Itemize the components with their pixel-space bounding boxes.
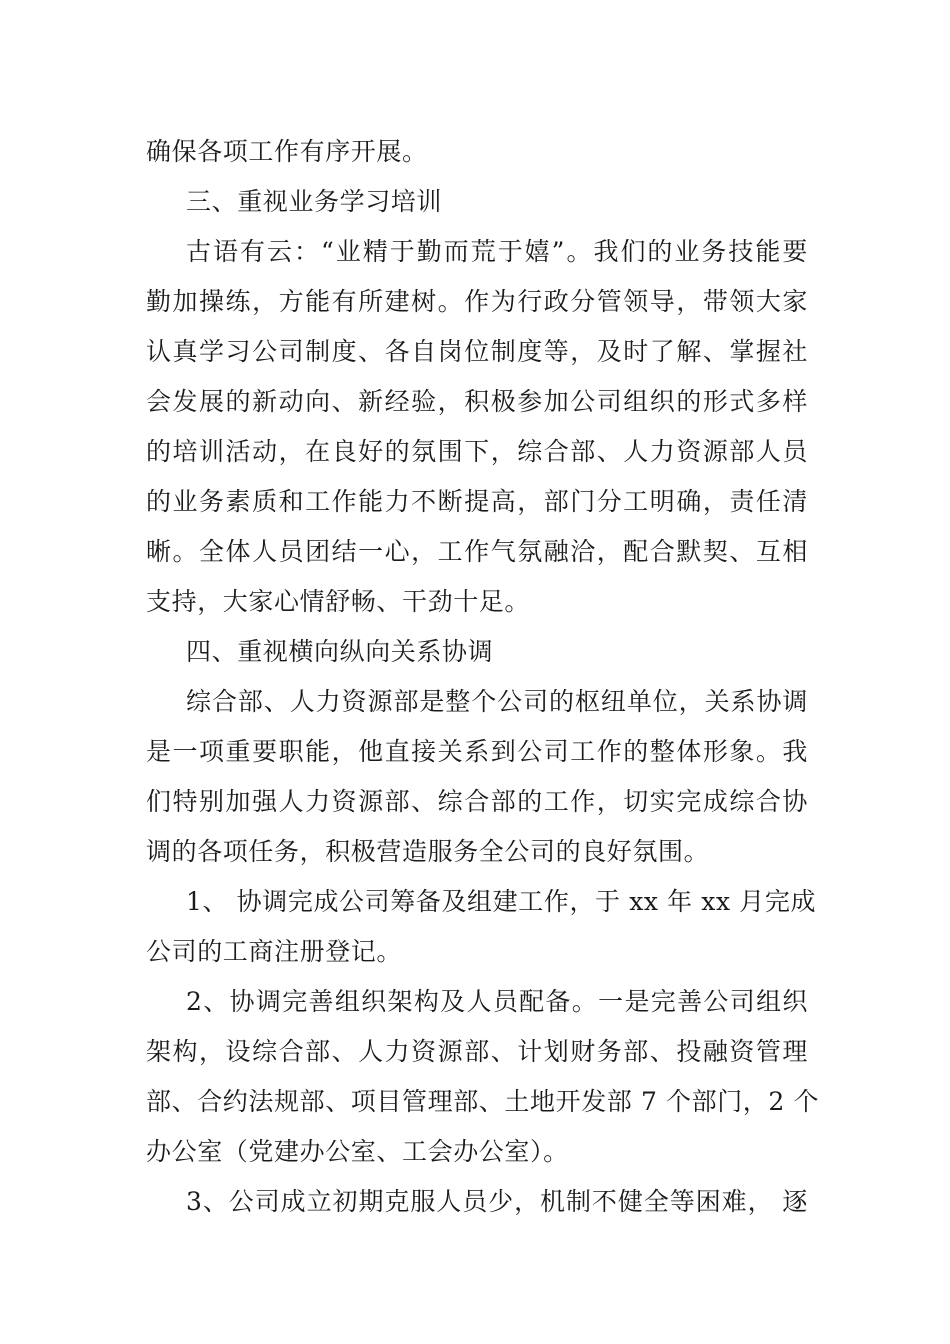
list-item-line: 公司的工商注册登记。	[146, 937, 403, 966]
section-heading: 四、重视横向纵向关系协调	[186, 637, 494, 666]
paragraph-line: 古语有云：“业精于勤而荒于嬉”。我们的业务技能要	[186, 237, 808, 266]
list-item-line: 架构，设综合部、人力资源部、计划财务部、投融资管理	[146, 1037, 808, 1066]
paragraph-line: 们特别加强人力资源部、综合部的工作，切实完成综合协	[146, 787, 808, 816]
section-heading: 三、重视业务学习培训	[186, 187, 443, 216]
paragraph-line: 会发展的新动向、新经验，积极参加公司组织的形式多样	[146, 387, 808, 416]
list-item-line: 2、协调完善组织架构及人员配备。一是完善公司组织	[186, 987, 808, 1016]
paragraph-line: 认真学习公司制度、各自岗位制度等，及时了解、掌握社	[146, 337, 808, 366]
paragraph-line: 勤加操练，方能有所建树。作为行政分管领导，带领大家	[146, 287, 808, 316]
paragraph-line: 的培训活动，在良好的氛围下，综合部、人力资源部人员	[146, 437, 808, 466]
paragraph-line: 是一项重要职能，他直接关系到公司工作的整体形象。我	[146, 737, 808, 766]
list-item-line: 办公室（党建办公室、工会办公室）。	[146, 1137, 569, 1166]
list-item-line: 1、 协调完成公司筹备及组建工作，于 xx 年 xx 月完成	[186, 887, 817, 916]
list-item-line: 3、公司成立初期克服人员少，机制不健全等困难， 逐	[186, 1187, 808, 1216]
paragraph-line: 晰。全体人员团结一心，工作气氛融洽，配合默契、互相	[146, 537, 808, 566]
paragraph-line: 调的各项任务，积极营造服务全公司的良好氛围。	[146, 837, 710, 866]
paragraph-line: 综合部、人力资源部是整个公司的枢纽单位，关系协调	[186, 687, 808, 716]
paragraph-line: 确保各项工作有序开展。	[146, 137, 428, 166]
paragraph-line: 的业务素质和工作能力不断提高，部门分工明确，责任清	[146, 487, 808, 516]
paragraph-line: 支持，大家心情舒畅、干劲十足。	[146, 587, 531, 616]
list-item-line: 部、合约法规部、项目管理部、土地开发部 7 个部门，2 个	[146, 1087, 820, 1116]
